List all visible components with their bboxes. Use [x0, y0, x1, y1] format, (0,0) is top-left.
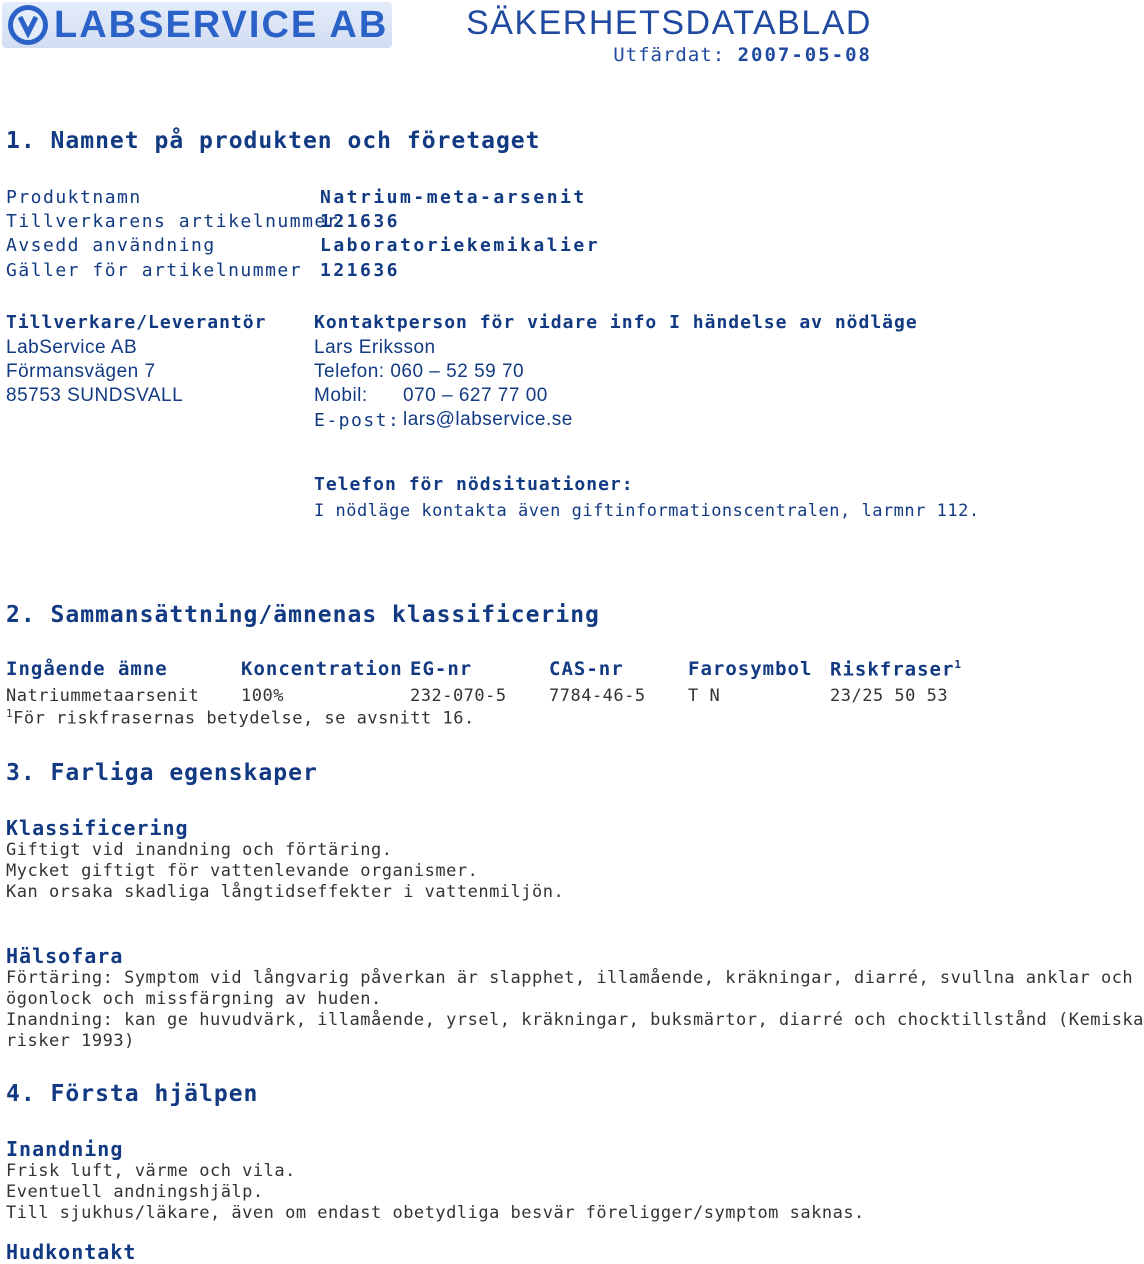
col-header-concentration: Koncentration — [241, 658, 403, 680]
classification-heading: Klassificering — [6, 816, 189, 840]
issued-line — [613, 44, 872, 66]
table-cell-concentration: 100% — [241, 686, 284, 706]
field-label-product: Produktnamn — [6, 187, 142, 208]
health-line: Förtäring: Symptom vid långvarig påverkan är slapphet, illamående, kräkningar, diarré, svullna anklar och — [6, 968, 1134, 988]
footnote — [6, 707, 475, 729]
field-value-article: 121636 — [320, 211, 401, 232]
emergency-text: I nödläge kontakta även giftinformationscentralen, larmnr 112. — [314, 501, 980, 521]
contact-mobile: 070 – 627 77 00 — [403, 385, 548, 406]
supplier-line: LabService AB — [6, 337, 138, 358]
contact-email-link[interactable]: lars@labservice.se — [403, 409, 573, 430]
col-header-eg: EG-nr — [410, 658, 473, 680]
riskphrases-label: Riskfraser — [830, 658, 955, 681]
footnote-sup: 1 — [6, 707, 14, 720]
supplier-line: Förmansvägen 7 — [6, 361, 156, 382]
section2-heading: 2. Sammansättning/ämnenas klassificering — [6, 602, 600, 628]
section3-heading: 3. Farliga egenskaper — [6, 760, 318, 786]
document-title: SÄKERHETSDATABLAD — [466, 4, 872, 42]
contact-mobile-label: Mobil: — [314, 385, 368, 406]
inhalation-heading: Inandning — [6, 1137, 124, 1161]
riskphrases-sup: 1 — [954, 658, 963, 671]
supplier-line: 85753 SUNDSVALL — [6, 385, 184, 406]
field-value-applies: 121636 — [320, 260, 401, 281]
table-cell-eg: 232-070-5 — [410, 686, 507, 706]
col-header-cas: CAS-nr — [549, 658, 624, 680]
health-line: ögonlock och missfärgning av huden. — [6, 989, 382, 1009]
table-cell-cas: 7784-46-5 — [549, 686, 646, 706]
contact-name: Lars Eriksson — [314, 337, 436, 358]
classification-line: Mycket giftigt för vattenlevande organismer. — [6, 861, 479, 881]
field-value-product: Natrium-meta-arsenit — [320, 187, 587, 208]
col-header-symbol: Farosymbol — [688, 658, 813, 680]
supplier-heading: Tillverkare/Leverantör — [6, 312, 267, 333]
inhalation-line: Frisk luft, värme och vila. — [6, 1161, 296, 1181]
inhalation-line: Till sjukhus/läkare, även om endast obetydliga besvär föreligger/symptom saknas. — [6, 1203, 865, 1223]
labservice-logo-icon — [6, 3, 50, 47]
section1-heading: 1. Namnet på produkten och företaget — [6, 128, 541, 154]
field-label-applies: Gäller för artikelnummer — [6, 260, 303, 281]
skin-contact-heading: Hudkontakt — [6, 1240, 137, 1264]
footnote-text: För riskfrasernas betydelse, se avsnitt 16. — [13, 708, 475, 729]
health-heading: Hälsofara — [6, 944, 124, 968]
health-line: Inandning: kan ge huvudvärk, illamående, yrsel, kräkningar, buksmärtor, diarré och chocktillstånd (Kemiska — [6, 1010, 1144, 1030]
classification-line: Giftigt vid inandning och förtäring. — [6, 840, 393, 860]
emergency-heading: Telefon för nödsituationer: — [314, 474, 634, 495]
company-logo — [2, 2, 392, 48]
col-header-substance: Ingående ämne — [6, 658, 168, 680]
field-value-usage: Laboratoriekemikalier — [320, 235, 601, 256]
section4-heading: 4. Första hjälpen — [6, 1081, 259, 1107]
contact-phone: Telefon: 060 – 52 59 70 — [314, 361, 525, 382]
classification-line: Kan orsaka skadliga långtidseffekter i vattenmiljön. — [6, 882, 565, 902]
contact-email-label: E-post: — [314, 410, 401, 431]
contact-heading: Kontaktperson för vidare info I händelse av nödläge — [314, 312, 918, 333]
logo-text: LABSERVICE AB — [54, 4, 389, 46]
col-header-riskphrases — [830, 658, 962, 680]
inhalation-line: Eventuell andningshjälp. — [6, 1182, 264, 1202]
issued-label: Utfärdat: — [613, 44, 726, 66]
health-line: risker 1993) — [6, 1031, 135, 1051]
field-label-usage: Avsedd användning — [6, 235, 216, 256]
issued-date: 2007-05-08 — [737, 44, 872, 66]
table-cell-symbol: T N — [688, 686, 721, 706]
table-cell-substance: Natriummetaarsenit — [6, 686, 200, 706]
table-cell-riskphrases: 23/25 50 53 — [830, 686, 949, 706]
field-label-article: Tillverkarens artikelnummer — [6, 211, 340, 232]
